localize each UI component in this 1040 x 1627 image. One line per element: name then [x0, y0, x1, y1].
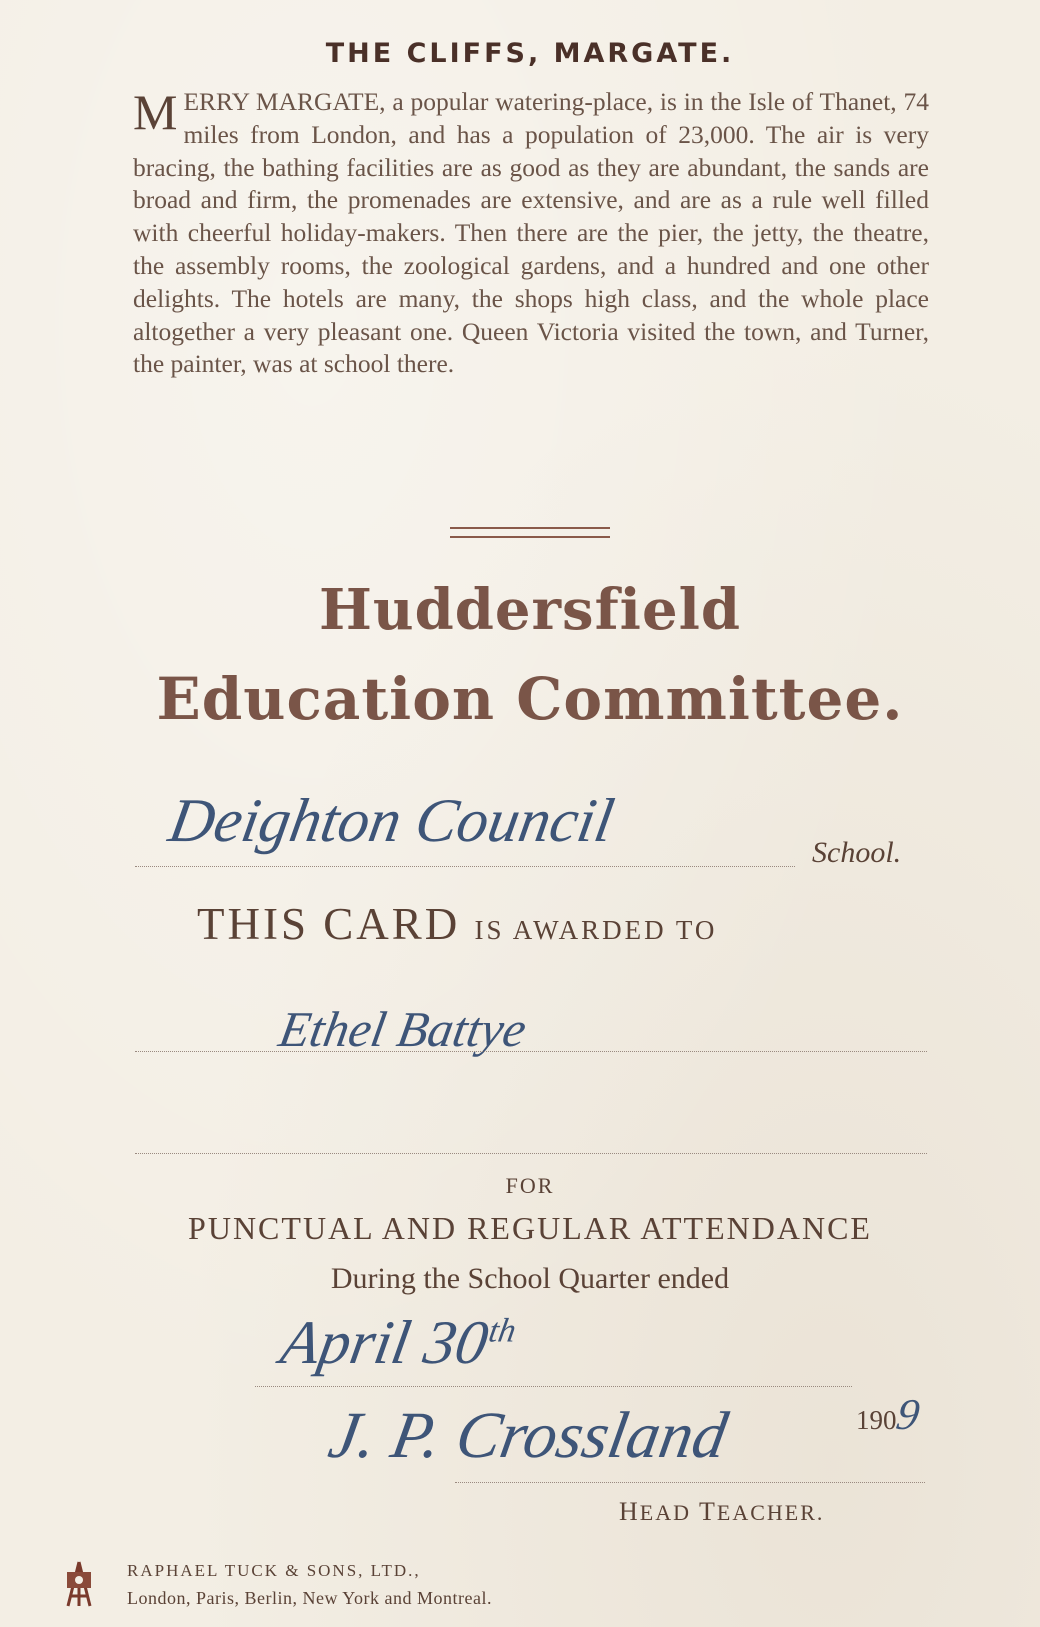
school-name-handwritten: Deighton Council [164, 787, 619, 855]
year-handwritten: 9 [892, 1390, 923, 1439]
divider-rule-bottom [450, 536, 610, 538]
signature-handwritten: J. P. Crossland [323, 1399, 733, 1472]
publisher-name: RAPHAEL TUCK & SONS, LTD., [127, 1561, 421, 1580]
card-heading: THE CLIFFS, MARGATE. [325, 38, 735, 69]
description-paragraph [133, 86, 929, 381]
committee-title-line1: Huddersfield [318, 577, 742, 643]
blank-dotted-line [135, 1153, 927, 1154]
date-suffix: th [485, 1312, 519, 1350]
for-label: FOR [505, 1173, 555, 1198]
attendance-reason: PUNCTUAL AND REGULAR ATTENDANCE [188, 1210, 872, 1246]
school-dotted-line [135, 866, 795, 867]
committee-title-line2: Education Committee. [156, 665, 904, 733]
awarded-line [197, 898, 717, 950]
date-text: April 30 [276, 1309, 494, 1377]
date-dotted-line [255, 1386, 852, 1387]
date-handwritten [276, 1308, 520, 1379]
school-label: School. [812, 836, 902, 869]
tuck-easel-logo-icon [60, 1560, 98, 1608]
divider-rule-top [450, 527, 610, 529]
awarded-big: THIS CARD [197, 899, 461, 949]
drop-cap: M [133, 84, 178, 140]
head-teacher-label: HEAD TEACHER. [619, 1497, 825, 1526]
year-printed: 1909 [856, 1390, 923, 1439]
recipient-name-handwritten: Ethel Battye [275, 1001, 531, 1057]
awarded-small: IS AWARDED TO [474, 915, 718, 945]
description-text: ERRY MARGATE, a popular watering-place, is in the Isle of Thanet, 74 miles from London, and has a population of 23,000. The air is very bracing, the bathing facilities are as good as they are abundant, the sands are broad and firm, the promenades are extensive, and are as a rule well filled with cheerful holiday-makers. Then there are the pier, the jetty, the theatre, the assembly rooms, the zoological gardens, and a hundred and one other delights. The hotels are many, the shops high class, and the whole place altogether a very pleasant one. Queen Victoria visited the town, and Turner, the painter, was at school there. [133, 87, 929, 379]
publisher-cities: London, Paris, Berlin, New York and Montreal. [127, 1588, 492, 1608]
period-label: During the School Quarter ended [330, 1262, 730, 1295]
name-dotted-line [135, 1051, 927, 1052]
signature-dotted-line [455, 1482, 925, 1483]
